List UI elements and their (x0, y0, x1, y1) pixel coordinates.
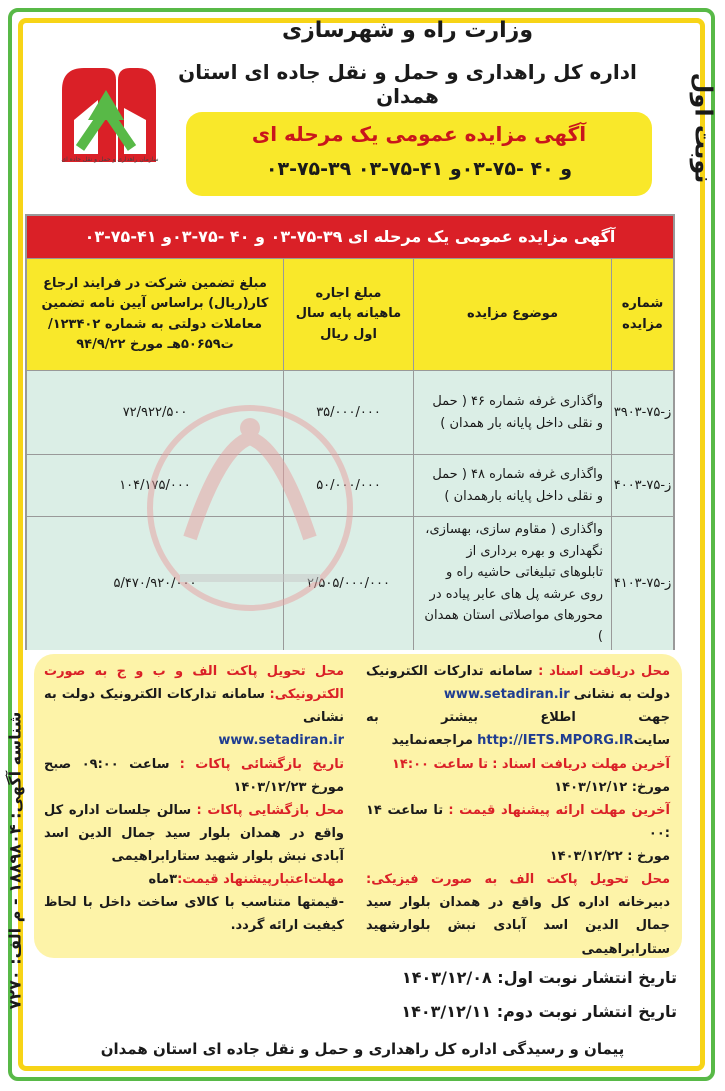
price-note: -قیمتها متناسب با کالای ساخت داخل با لحاظ کیفیت ارائه گردد. (44, 895, 344, 934)
doc-text: سامانه تدارکات الکترونیک دولت به نشانی (366, 664, 670, 703)
deadline-offer-time: تا ساعت ۱۴ :۰۰ (366, 802, 670, 841)
row-number: ۳۹ز-۷۵-۰۳ (611, 371, 673, 454)
header-number: شماره مزایده (611, 259, 673, 370)
row-rent: ۵۰/۰۰۰/۰۰۰ (283, 455, 413, 516)
opening-date-text: ساعت ۰۹:۰۰ صبح مورخ ۱۴۰۳/۱۲/۲۳ (44, 756, 344, 795)
organization-title: اداره کل راهداری و حمل و نقل جاده ای استان همدان (178, 60, 637, 108)
publish-date-first: تاریخ انتشار نوبت اول: ۱۴۰۳/۱۲/۰۸ (401, 968, 677, 987)
header-rent: مبلغ اجاره ماهیانه پایه سال اول ریال (283, 259, 413, 370)
publish-date-second: تاریخ انتشار نوبت دوم: ۱۴۰۳/۱۲/۱۱ (401, 1002, 677, 1021)
deadline-doc-time: تا ساعت ۱۴:۰۰ (392, 756, 489, 772)
side-label-text: نوبت اول (689, 72, 717, 184)
doc-label: محل دریافت اسناد : (538, 664, 670, 679)
row-rent: ۳۵/۰۰۰/۰۰۰ (283, 371, 413, 454)
banner-numbers: ۰۳-۷۵-۳۹ و ۴۰ -۷۵-۰۳و ۴۱-۷۵-۰۳ (265, 158, 573, 180)
table-row (27, 454, 673, 516)
opening-place-label: محل بازگشایی پاکات : (196, 802, 345, 818)
row-guarantee: ۵/۴۷۰/۹۲۰/۰۰۰ (113, 576, 197, 591)
row-guarantee: ۱۰۴/۱۷۵/۰۰۰ (119, 478, 191, 493)
auction-table (25, 214, 675, 650)
table-title: آگهی مزایده عمومی یک مرحله ای ۳۹-۷۵-۰۳ و ۴۰ -۷۵-۰۳و ۴۱-۷۵-۰۳ (27, 216, 673, 258)
deadline-offer-label: آخرین مهلت ارائه پیشنهاد قیمت : (448, 802, 671, 818)
announcement-banner (186, 112, 652, 196)
validity-label: مهلت‌اعتبارپیشنهاد قیمت: (177, 872, 344, 888)
physical-delivery-label: محل تحویل پاکت الف به صورت فیزیکی: (366, 872, 670, 888)
info-panel (34, 654, 682, 958)
header-guarantee: مبلغ تضمین شرکت در فرایند ارجاع کار(ریال) براساس آیین نامه تضمین معاملات دولتی به شماره ۱۲۳۴۰۲/ت۵۰۶۵۹هـ مورخ ۹۴/۹/۲۲ (41, 276, 269, 352)
row-number: ۴۰ز-۷۵-۰۳ (611, 455, 673, 516)
footer-department: پیمان و رسیدگی اداره کل راهداری و حمل و نقل جاده ای استان همدان (100, 1040, 625, 1058)
table-row (27, 370, 673, 454)
table-row (27, 516, 673, 650)
info-left-column (44, 660, 344, 938)
side-label-round (675, 28, 725, 228)
more-info-text: جهت اطلاع بیشتر به سایت (366, 710, 670, 749)
deadline-doc-label: آخرین مهلت دریافت اسناد : (492, 756, 670, 772)
logo-caption: سازمان راهداری و حمل و نقل جاده ای (61, 156, 159, 163)
delivery-text: سامانه تدارکات الکترونیک دولت به نشانی (44, 687, 344, 726)
row-number: ۴۱ز-۷۵-۰۳ (611, 517, 673, 650)
deadline-offer-date: مورخ : ۱۴۰۳/۱۲/۲۲ (549, 849, 670, 864)
row-subject: واگذاری غرفه شماره ۴۸ ( حمل و نقلی داخل پایانه بارهمدان ) (413, 455, 611, 516)
setad-link[interactable]: www.setadiran.ir (443, 687, 570, 703)
physical-delivery-text: دبیرخانه اداره کل واقع در همدان بلوار سید جمال الدین اسد آبادی نبش بلوارشهید ستارابراهیمی (366, 895, 670, 957)
ministry-title: وزارت راه و شهرسازی (281, 18, 534, 43)
banner-title: آگهی مزایده عمومی یک مرحله ای (251, 122, 587, 146)
more-info-suffix: مراجعه‌نمایید (391, 733, 473, 749)
table-header-row (27, 258, 673, 370)
row-subject: واگذاری ( مقاوم سازی، بهسازی، نگهداری و بهره برداری از تابلوهای تبلیغاتی حاشیه راه و روی عرشه پل های عابر پیاده در محورهای مواصلاتی استان همدان ) (413, 517, 611, 650)
validity-text: ۳ماه (148, 872, 178, 888)
opening-place-text: سالن جلسات اداره کل واقع در همدان بلوار سید جمال الدین اسد آبادی نبش بلوار شهید ستارابراهیمی (44, 802, 344, 864)
opening-date-label: تاریخ بازگشائی پاکات : (179, 756, 344, 772)
row-rent: ۲/۵۰۵/۰۰۰/۰۰۰ (283, 517, 413, 650)
iets-link[interactable]: http://IETS.MPORG.IR (477, 733, 634, 749)
row-guarantee: ۷۲/۹۲۲/۵۰۰ (122, 405, 188, 420)
row-subject: واگذاری غرفه شماره ۴۶ ( حمل و نقلی داخل پایانه بار همدان ) (413, 371, 611, 454)
info-right-column (366, 660, 670, 961)
ad-id-text: شناسه آگهی: ۱۸۸۹۸۰۴ - م الف: ۷۲۷۰ (5, 711, 25, 1009)
header-subject: موضوع مزایده (413, 259, 611, 370)
deadline-doc-date: مورخ: ۱۴۰۳/۱۲/۱۲ (554, 779, 670, 795)
setad-link-2[interactable]: www.setadiran.ir (218, 733, 344, 749)
delivery-label: محل تحویل پاکت الف و ب و ج به صورت الکترونیکی: (44, 664, 344, 703)
